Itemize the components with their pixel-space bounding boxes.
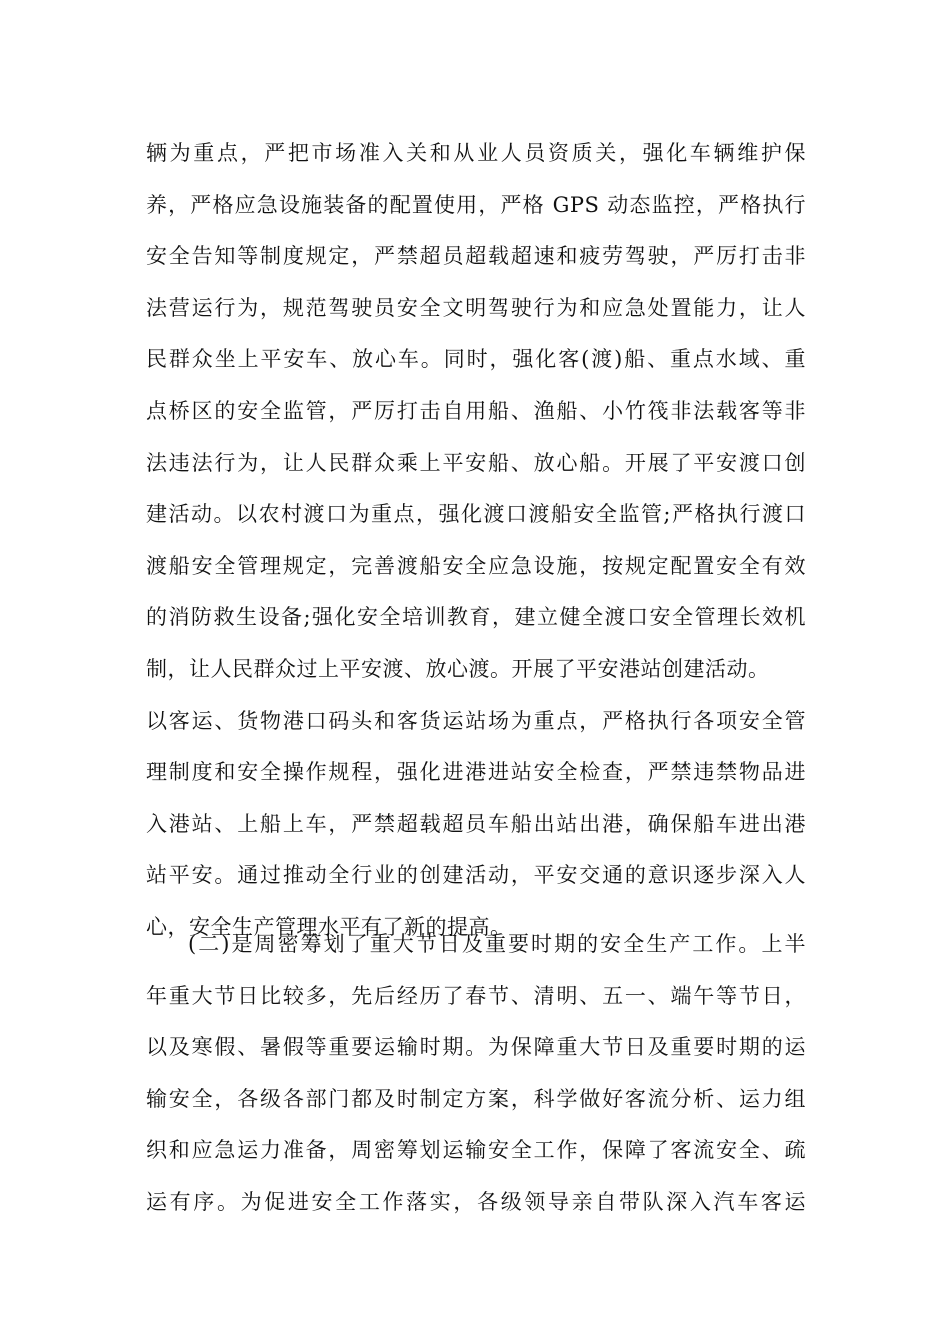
paragraph-line: 安全告知等制度规定，严禁超员超载超速和疲劳驾驶，严厉打击非 [146,244,806,269]
paragraph-line: 民群众坐上平安车、放心车。同时，强化客(渡)船、重点水域、重 [146,347,806,372]
paragraph-1 [146,128,806,954]
paragraph-line: 织和应急运力准备，周密筹划运输安全工作，保障了客流安全、疏 [146,1138,806,1163]
paragraph-line: 制，让人民群众过上平安渡、放心渡。开展了平安港站创建活动。 [146,656,770,681]
paragraph-line: 的消防救生设备;强化安全培训教育，建立健全渡口安全管理长效机 [146,605,806,630]
paragraph-line: 心，安全生产管理水平有了新的提高。 [146,914,512,939]
paragraph-2 [146,919,806,1229]
paragraph-line: 渡船安全管理规定，完善渡船安全应急设施，按规定配置安全有效 [146,553,806,578]
paragraph-line: 年重大节日比较多，先后经历了春节、清明、五一、端午等节日， [146,983,806,1008]
paragraph-line: 站平安。通过推动全行业的创建活动，平安交通的意识逐步深入人 [146,863,806,888]
paragraph-line: 点桥区的安全监管，严厉打击自用船、渔船、小竹筏非法载客等非 [146,398,806,423]
paragraph-line: 法违法行为，让人民群众乘上平安船、放心船。开展了平安渡口创 [146,450,806,475]
paragraph-line: 输安全，各级各部门都及时制定方案，科学做好客流分析、运力组 [146,1086,806,1111]
paragraph-line: 辆为重点，严把市场准入关和从业人员资质关，强化车辆维护保 [146,141,806,165]
paragraph-line: 理制度和安全操作规程，强化进港进站安全检查，严禁违禁物品进 [146,760,806,785]
paragraph-line: 法营运行为，规范驾驶员安全文明驾驶行为和应急处置能力，让人 [146,295,806,320]
paragraph-line: 养，严格应急设施装备的配置使用，严格 GPS 动态监控，严格执行 [146,192,806,217]
paragraph-line: (二)是周密筹划了重大节日及重要时期的安全生产工作。上半 [188,932,806,956]
paragraph-line: 以及寒假、暑假等重要运输时期。为保障重大节日及重要时期的运 [146,1035,806,1060]
paragraph-line: 建活动。以农村渡口为重点，强化渡口渡船安全监管;严格执行渡口 [146,502,806,527]
paragraph-line: 入港站、上船上车，严禁超载超员车船出站出港，确保船车进出港 [146,811,806,836]
paragraph-line: 运有序。为促进安全工作落实，各级领导亲自带队深入汽车客运 [146,1189,806,1214]
paragraph-line: 以客运、货物港口码头和客货运站场为重点，严格执行各项安全管 [146,708,806,733]
